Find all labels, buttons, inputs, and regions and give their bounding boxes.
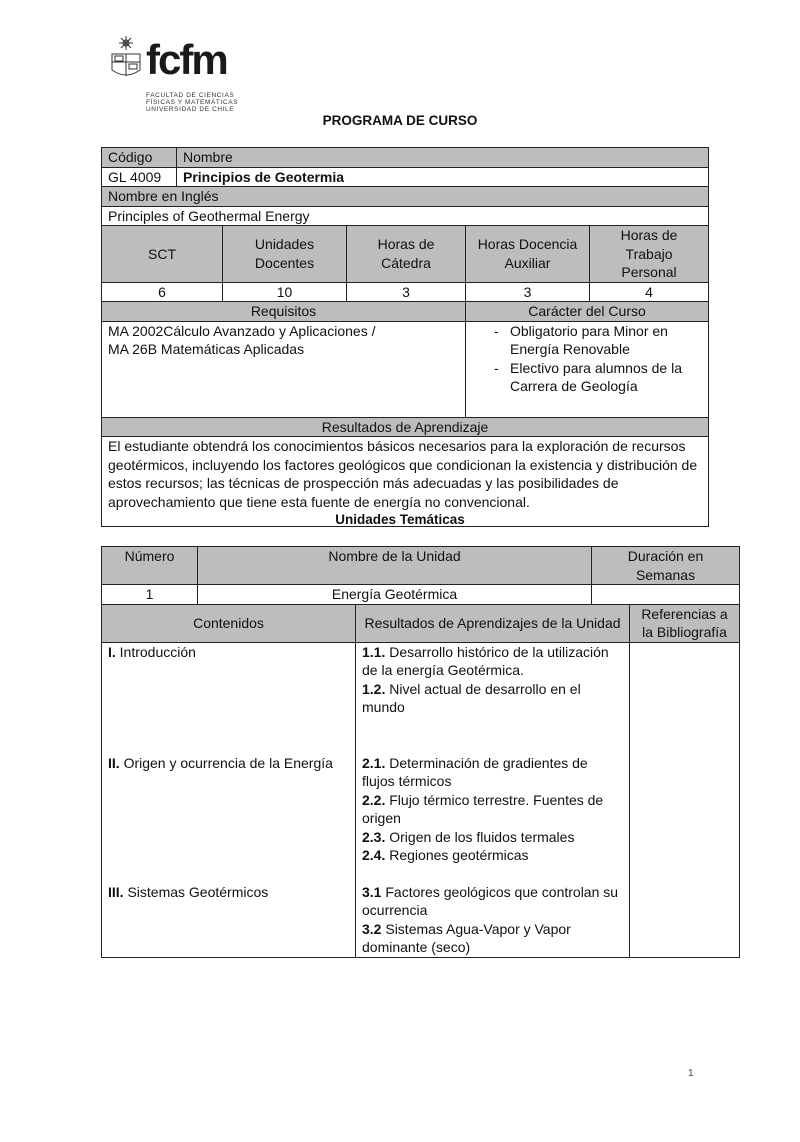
result-item: 2.3. Origen de los fluidos termales [362,828,575,845]
references-header: Referencias a la Bibliografía [630,604,740,642]
section-title: I. Introducción [108,643,196,660]
name-header: Nombre [177,148,709,168]
requirement-line: MA 2002Cálculo Avanzado y Aplicaciones / [108,322,376,339]
result-item: 1.2. Nivel actual de desarrollo en el mundo [362,680,581,715]
hours-header-personal: Horas de Trabajo Personal [590,226,709,283]
character-cell [466,321,709,417]
character-item: - Obligatorio para Minor en Energía Renovable [466,322,708,359]
character-item: - Electivo para alumnos de la Carrera de Geología [466,359,708,396]
requirement-line: MA 26B Matemáticas Aplicadas [108,341,305,357]
unit-number: 1 [102,585,198,605]
section-title: II. Origen y ocurrencia de la Energía [108,754,333,771]
hours-value-auxiliary: 3 [466,282,590,302]
units-title: Unidades Temáticas [335,512,465,527]
caption-line: FÍSICAS Y MATEMÁTICAS [146,99,239,106]
caption-line: FACULTAD DE CIENCIAS [146,92,235,99]
hours-header-lecture: Horas de Cátedra [347,226,466,283]
unit-duration-header: Duración en Semanas [592,547,740,585]
outcomes-text: El estudiante obtendrá los conocimientos básicos necesarios para la exploración de recursos geotérmicos, incluyendo los factores geológicos que condicionan la existencia y distribución de estos recursos; las técnicas de prospección más adecuadas y las posibilidades de aprovechamiento que tiene esta fuente de energía no convencional. [102,437,709,527]
results-cell [356,642,630,957]
result-item: 3.1 Factores geológicos que controlan su ocurrencia [362,883,619,918]
course-code: GL 4009 [102,167,177,187]
hours-header-sct: SCT [102,226,223,283]
result-item: 1.1. Desarrollo histórico de la utilización de la energía Geotérmica. [362,643,609,678]
faculty-caption [146,92,246,113]
section-title: III. Sistemas Geotérmicos [108,883,269,900]
caption-line: UNIVERSIDAD DE CHILE [146,106,235,113]
result-item: 2.4. Regiones geotérmicas [362,847,529,863]
requirements-header: Requisitos [102,302,466,322]
fcfm-logo [108,32,248,118]
character-header: Carácter del Curso [466,302,709,322]
unit-results-header: Resultados de Aprendizajes de la Unidad [356,604,630,642]
results-group [362,643,623,754]
hours-value-personal: 4 [590,282,709,302]
code-header: Código [102,148,177,168]
references-cell [630,642,740,957]
unit-name: Energía Geotérmica [198,585,592,605]
result-item: 3.2 Sistemas Agua-Vapor y Vapor dominante (seco) [362,920,571,955]
document-title: PROGRAMA DE CURSO [322,113,478,128]
unit-duration [592,585,740,605]
result-item: 2.1. Determinación de gradientes de flujos térmicos [362,754,588,789]
unit-number-header: Número [102,547,198,585]
requirements-cell [102,321,466,417]
units-table [101,546,740,958]
english-name: Principles of Geothermal Energy [102,206,709,226]
contents-header: Contenidos [102,604,356,642]
course-name-text: Principios de Geotermia [183,168,345,185]
hours-value-sct: 6 [102,282,223,302]
english-name-header: Nombre en Inglés [102,187,709,207]
results-group [362,754,623,883]
contents-cell [102,642,356,957]
outcomes-header: Resultados de Aprendizaje [102,417,709,437]
hours-value-units: 10 [223,282,347,302]
course-table [101,147,709,527]
character-list [466,322,708,396]
page-mark: 1 [688,1068,694,1079]
fcfm-wordmark: fcfm [146,36,227,83]
university-crest-icon [108,32,144,82]
unit-name-header: Nombre de la Unidad [198,547,592,585]
results-group [362,883,623,957]
hours-header-units: Unidades Docentes [223,226,347,283]
course-name [177,167,709,187]
hours-value-lecture: 3 [347,282,466,302]
hours-header-auxiliary: Horas Docencia Auxiliar [466,226,590,283]
result-item: 2.2. Flujo térmico terrestre. Fuentes de origen [362,791,604,826]
